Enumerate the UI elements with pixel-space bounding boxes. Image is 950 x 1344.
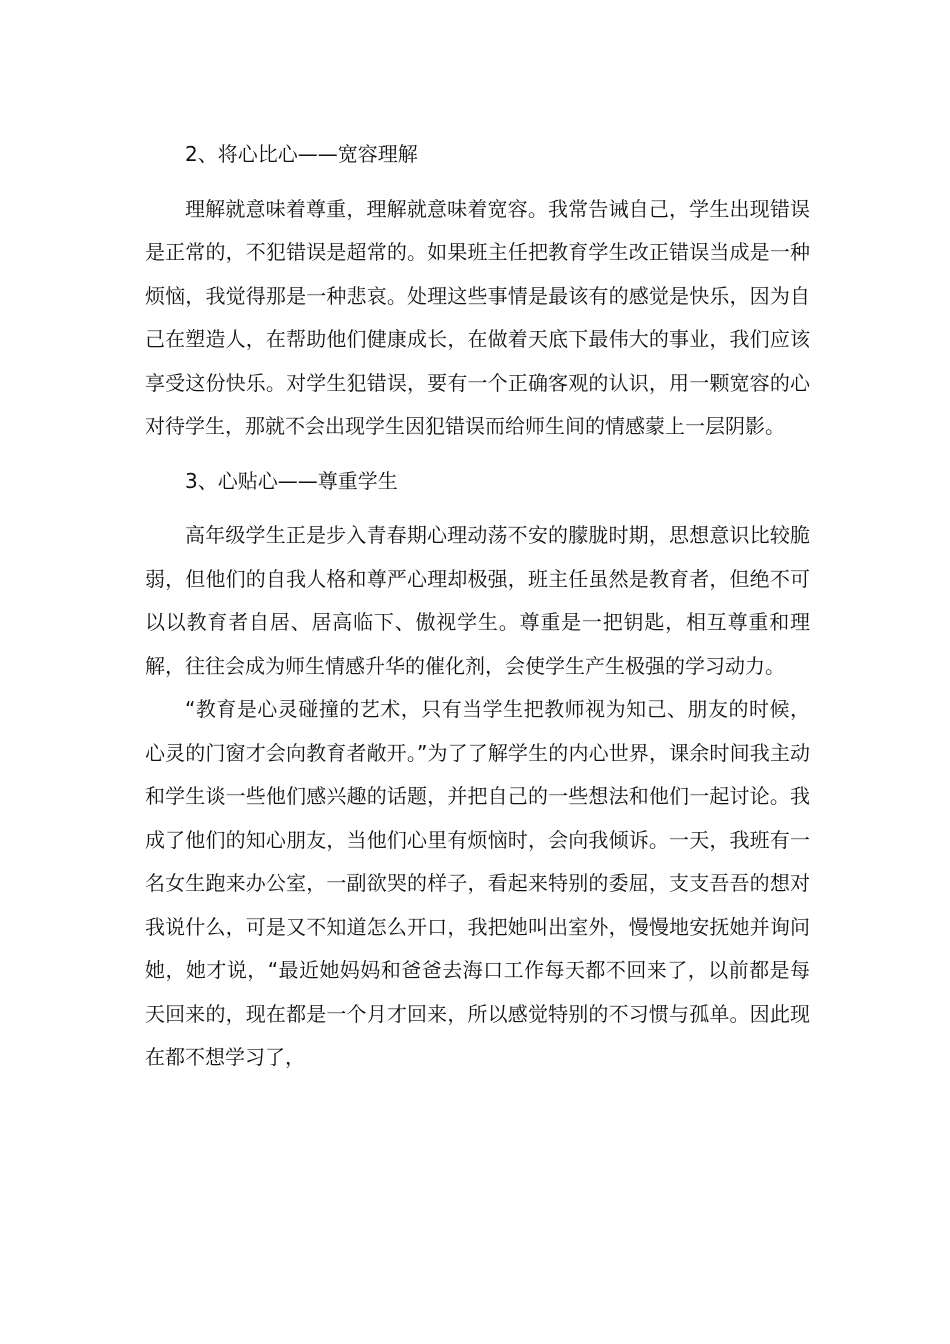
section-heading-2: 2、将心比心——宽容理解	[185, 142, 418, 166]
paragraph-heart-collision: “教育是心灵碰撞的艺术，只有当学生把教师视为知己、朋友的时候，心灵的门窗才会向教育者敞开。”为了了解学生的内心世界，课余时间我主动和学生谈一些他们感兴趣的话题，并把自己的一些想法和他们一起讨论。我成了他们的知心朋友，当他们心里有烦恼时，会向我倾诉。一天，我班有一名女生跑来办公室，一副欲哭的样子，看起来特别的委屈，支支吾吾的想对我说什么，可是又不知道怎么开口，我把她叫出室外，慢慢地安抚她并询问她，她才说，“最近她妈妈和爸爸去海口工作每天都不回来了，以前都是每天回来的，现在都是一个月才回来，所以感觉特别的不习惯与孤单。因此现在都不想学习了，	[145, 697, 810, 1069]
paragraph-understanding: 理解就意味着尊重，理解就意味着宽容。我常告诫自己，学生出现错误是正常的，不犯错误是超常的。如果班主任把教育学生改正错误当成是一种烦恼，我觉得那是一种悲哀。处理这些事情是最该有的感觉是快乐，因为自己在塑造人，在帮助他们健康成长，在做着天底下最伟大的事业，我们应该享受这份快乐。对学生犯错误，要有一个正确客观的认识，用一颗宽容的心对待学生，那就不会出现学生因犯错误而给师生间的情感蒙上一层阴影。	[145, 196, 810, 438]
paragraph-respect: 高年级学生正是步入青春期心理动荡不安的朦胧时期，思想意识比较脆弱，但他们的自我人格和尊严心理却极强，班主任虽然是教育者，但绝不可以以教育者自居、居高临下、傲视学生。尊重是一把钥匙，相互尊重和理解，往往会成为师生情感升华的催化剂，会使学生产生极强的学习动力。	[145, 523, 810, 678]
section-heading-3: 3、心贴心——尊重学生	[185, 468, 398, 493]
document-body	[145, 133, 810, 1080]
